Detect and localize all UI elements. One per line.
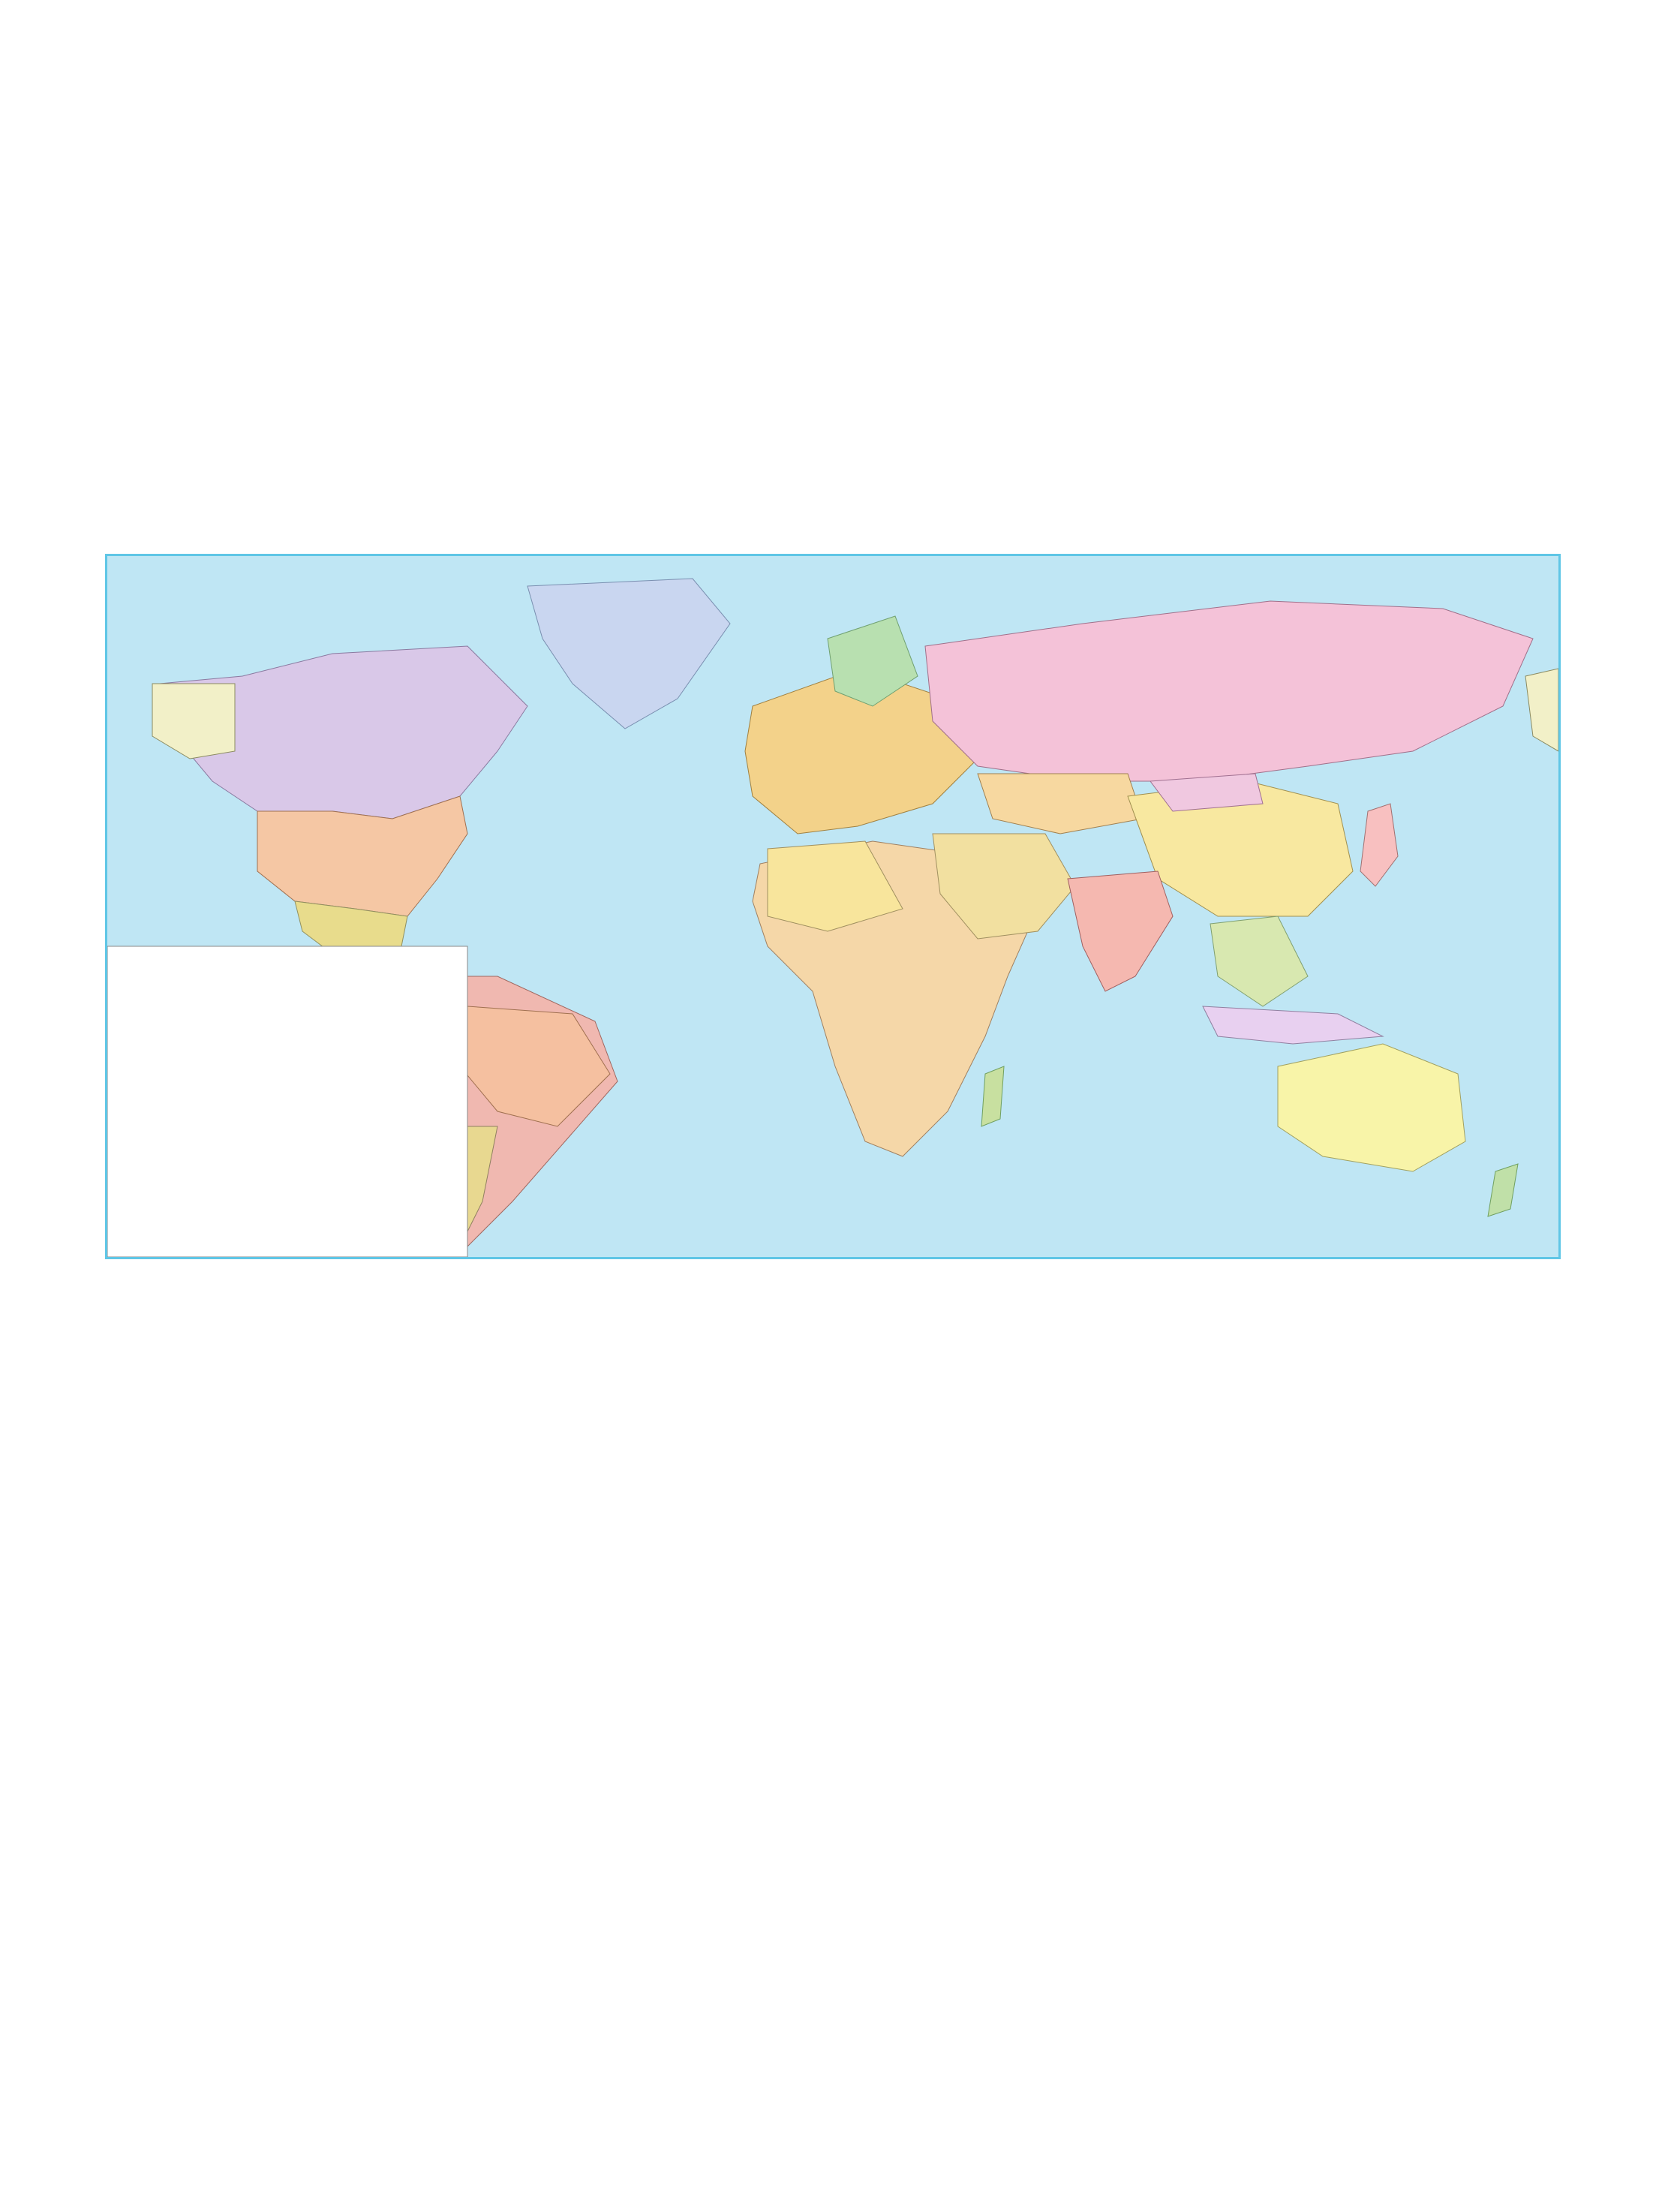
new-zealand-shape: [1488, 1164, 1518, 1216]
australia-shape: [1278, 1044, 1465, 1171]
madagascar-shape: [981, 1066, 1004, 1126]
se-asia-shape: [1210, 916, 1308, 1006]
russia-shape: [925, 601, 1533, 781]
political-world-map: [105, 554, 1561, 1259]
kazakhstan-shape: [978, 774, 1143, 834]
indonesia-shape: [1203, 1006, 1383, 1044]
alaska-right-shape: [1525, 669, 1558, 751]
india-shape: [1068, 871, 1173, 991]
alaska-shape: [152, 684, 235, 759]
legend-box: [107, 946, 467, 1257]
greenland-shape: [527, 579, 730, 729]
japan-shape: [1360, 804, 1398, 886]
